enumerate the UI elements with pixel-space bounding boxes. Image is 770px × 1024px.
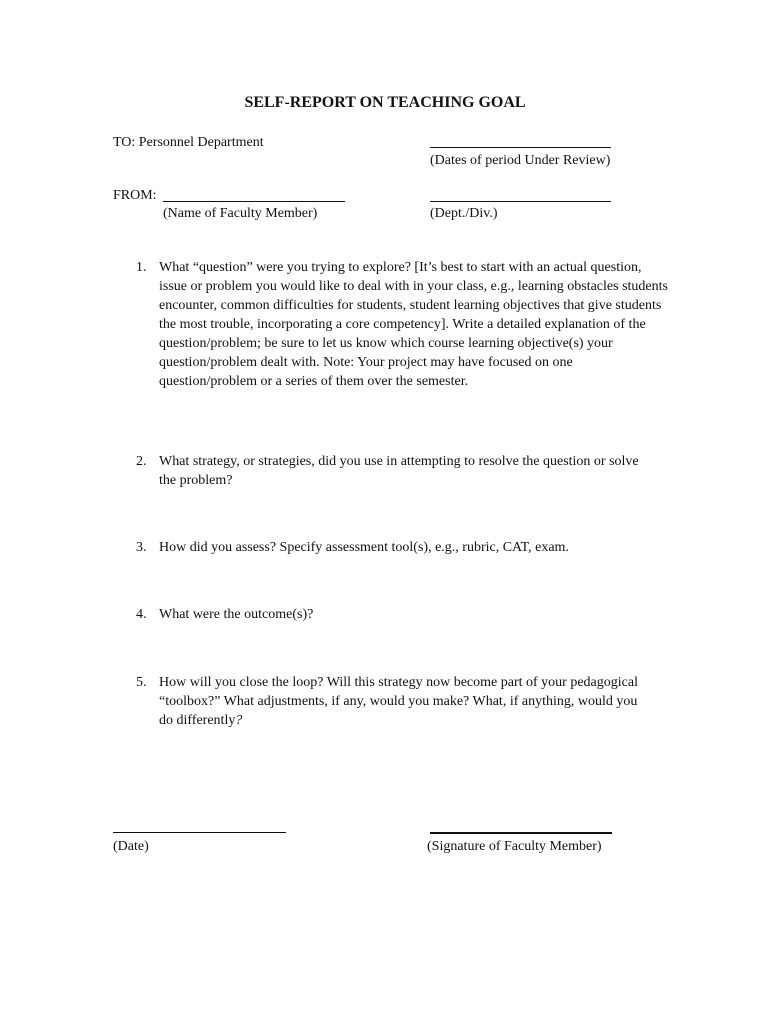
dept-caption: (Dept./Div.) (430, 206, 498, 221)
page-title: SELF-REPORT ON TEACHING GOAL (244, 94, 526, 111)
dates-caption: (Dates of period Under Review) (430, 153, 611, 168)
name-caption: (Name of Faculty Member) (163, 206, 318, 221)
date-blank-line[interactable] (113, 832, 286, 833)
dates-blank-line[interactable] (430, 147, 611, 148)
question-number: 2. (136, 454, 147, 469)
from-label: FROM: (113, 188, 157, 203)
question-number: 4. (136, 607, 147, 622)
question-text: What “question” were you trying to explore? [It’s best to start with an actual question, issue or problem you would like to deal with in your class, e.g., learning obstacles students encounter, common difficulties for students, student learning objectives that give students the most trouble, incorporating a core competency]. Write a detailed explanation of the question/problem; be sure to let us know which course learning objective(s) your question/problem dealt with. Note: Your project may have focused on one question/problem or a series of them over the semester. (159, 260, 668, 389)
question-text: How did you assess? Specify assessment tool(s), e.g., rubric, CAT, exam. (159, 540, 569, 555)
question-number: 1. (136, 260, 147, 275)
question-text: What strategy, or strategies, did you use in attempting to resolve the question or solve the problem? (159, 454, 639, 488)
date-caption: (Date) (113, 839, 149, 854)
question-text-body: How will you close the loop? Will this strategy now become part of your pedagogical “toolbox?” What adjustments, if any, would you make? What, if anything, would you do differently (159, 675, 638, 728)
dept-blank-line[interactable] (430, 201, 611, 202)
signature-caption: (Signature of Faculty Member) (427, 839, 602, 854)
question-text: What were the outcome(s)? (159, 607, 314, 622)
question-number: 3. (136, 540, 147, 555)
to-label: TO: Personnel Department (113, 135, 264, 150)
name-blank-line[interactable] (163, 201, 345, 202)
question-text (159, 673, 639, 730)
signature-blank-line[interactable] (430, 832, 612, 834)
question-end-mark: ? (235, 713, 243, 728)
question-number: 5. (136, 675, 147, 690)
